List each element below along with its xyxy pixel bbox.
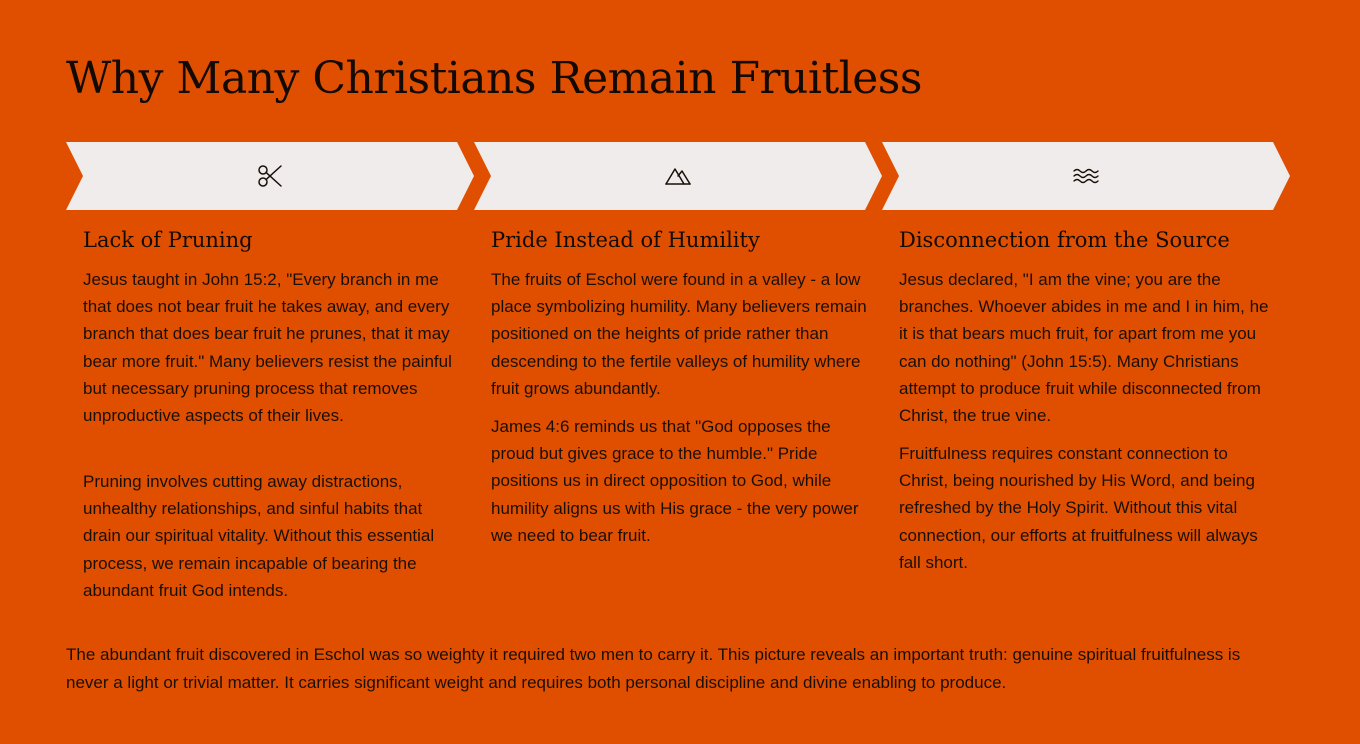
- card-paragraph: The fruits of Eschol were found in a valley - a low place symbolizing humility. Many believers remain positioned on the heights of pride rather than descending to the fertile valleys of humility where fruit grows abundantly.: [491, 270, 867, 398]
- chevron-step-3: [882, 142, 1290, 210]
- chevron-step-2: [474, 142, 882, 210]
- footer-summary: The abundant fruit discovered in Eschol was so weighty it required two men to carry it. This picture reveals an important truth: genuine spiritual fruitfulness is never a light or trivial matter. It carries significant weight and requires both personal discipline and divine enabling to produce.: [66, 645, 1241, 692]
- card-paragraph: Jesus taught in John 15:2, "Every branch in me that does not bear fruit he takes away, and every branch that does bear fruit he prunes, that it may bear more fruit." Many believers resist the painful but necessary pruning process that removes unproductive aspects of their lives.: [83, 270, 452, 426]
- card-paragraph: Pruning involves cutting away distractions, unhealthy relationships, and sinful habits that drain our spiritual vitality. Without this essential process, we remain incapable of bearing the abundant fruit God intends.: [83, 472, 435, 600]
- chevron-step-1: [66, 142, 474, 210]
- mountain-icon: [664, 162, 692, 190]
- card-heading-disconnection-from-the-source: Disconnection from the Source: [899, 228, 1230, 252]
- card-paragraph: James 4:6 reminds us that "God opposes the proud but gives grace to the humble." Pride positions us in direct opposition to God, while humility aligns us with His grace - the very power we need to bear fruit.: [491, 417, 859, 545]
- card-heading-lack-of-pruning: Lack of Pruning: [83, 228, 253, 252]
- scissors-icon: [256, 162, 284, 190]
- card-heading-pride-instead-of-humility: Pride Instead of Humility: [491, 228, 760, 252]
- card-paragraph: Fruitfulness requires constant connection to Christ, being nourished by His Word, and being refreshed by the Holy Spirit. Without this vital connection, our efforts at fruitfulness will always fall short.: [899, 444, 1258, 572]
- page-title: Why Many Christians Remain Fruitless: [66, 53, 922, 104]
- card-paragraph: Jesus declared, "I am the vine; you are the branches. Whoever abides in me and I in him, he it is that bears much fruit, for apart from me you can do nothing" (John 15:5). Many Christians attempt to produce fruit while disconnected from Christ, the true vine.: [899, 270, 1269, 426]
- waves-icon: [1072, 162, 1100, 190]
